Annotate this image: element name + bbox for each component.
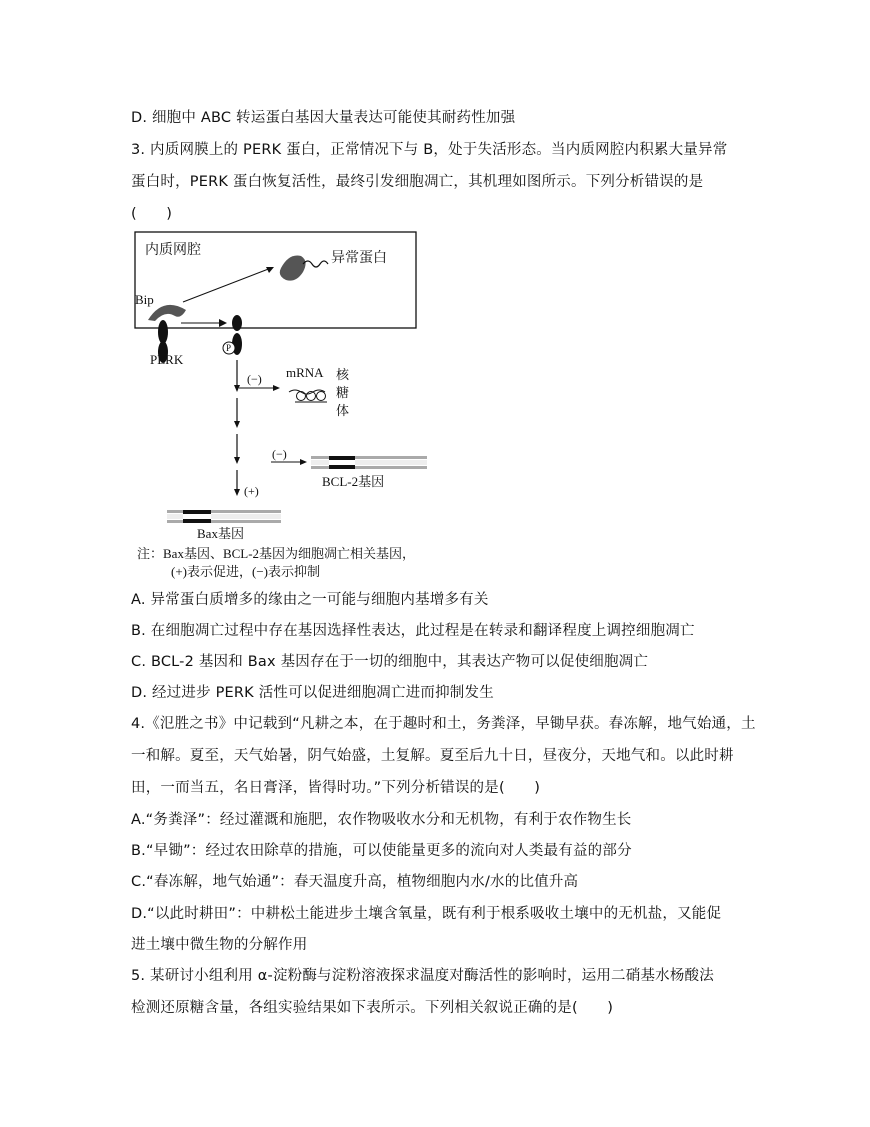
figure-note-line1: 注：Bax基因、BCL-2基因为细胞凋亡相关基因， bbox=[137, 546, 416, 561]
q4-option-b: B.“早锄”：经过农田除草的措施，可以使能量更多的流向对人类最有益的部分 bbox=[131, 843, 632, 859]
ribosome-label-2: 糖 bbox=[336, 386, 350, 401]
mrna-label: mRNA bbox=[286, 365, 324, 380]
arrow-bip-to-protein bbox=[183, 268, 271, 302]
inhibit-label-1: (−) bbox=[247, 372, 262, 386]
arrow-head bbox=[219, 319, 227, 327]
q3-bracket: ( ) bbox=[131, 206, 173, 222]
bip-label: Bip bbox=[135, 292, 154, 307]
perk-label: PERK bbox=[150, 352, 184, 367]
abnormal-protein-tail bbox=[303, 261, 328, 267]
q5-stem-line2: 检测还原糖含量，各组实验结果如下表所示。下列相关叙说正确的是( ) bbox=[131, 1000, 614, 1016]
q3-option-c: C. BCL-2 基因和 Bax 基因存在于一切的细胞中，其表达产物可以促使细胞凋亡 bbox=[131, 654, 649, 670]
perk-pathway-diagram bbox=[131, 228, 431, 586]
q4-option-d-line2: 进土壤中微生物的分解作用 bbox=[131, 937, 308, 953]
q3-stem-line1: 3. 内质网膜上的 PERK 蛋白，正常情况下与 B，处于失活形态。当内质网腔内积累大量异常 bbox=[131, 142, 728, 158]
er-lumen-label: 内质网腔 bbox=[145, 242, 201, 258]
perk-right-upper bbox=[232, 315, 242, 331]
figure-note-line2: (+)表示促进，(−)表示抑制 bbox=[171, 564, 320, 579]
q3-option-d: D. 经过进步 PERK 活性可以促进细胞凋亡进而抑制发生 bbox=[131, 685, 494, 701]
bax-gene-label: Bax基因 bbox=[197, 526, 244, 541]
abnormal-protein-label: 异常蛋白 bbox=[331, 250, 387, 266]
q4-stem-line1: 4.《氾胜之书》中记载到“凡耕之本，在于趣时和土，务粪泽，早锄早获。春冻解，地气始通，土 bbox=[131, 716, 756, 732]
abnormal-protein-blob bbox=[280, 256, 306, 281]
promote-label: (+) bbox=[244, 484, 259, 498]
q4-option-a: A.“务粪泽”：经过灌溉和施肥，农作物吸收水分和无机物，有利于农作物生长 bbox=[131, 812, 632, 828]
q3-option-b: B. 在细胞凋亡过程中存在基因选择性表达，此过程是在转录和翻译程度上调控细胞凋亡 bbox=[131, 623, 695, 639]
ribosome-label-3: 体 bbox=[336, 404, 350, 419]
q2-option-d: D. 细胞中 ABC 转运蛋白基因大量表达可能使其耐药性加强 bbox=[131, 110, 516, 126]
bcl2-gene-label: BCL-2基因 bbox=[322, 474, 385, 489]
q3-option-a: A. 异常蛋白质增多的缘由之一可能与细胞内基增多有关 bbox=[131, 592, 489, 608]
q4-option-d-line1: D.“以此时耕田”：中耕松土能进步土壤含氧量，既有利于根系吸收土壤中的无机盐，又能促 bbox=[131, 906, 722, 922]
perk-left-upper bbox=[158, 320, 168, 344]
q4-stem-line2: 一和解。夏至，天气始暑，阴气始盛，土复解。夏至后九十日，昼夜分，天地气和。以此时耕 bbox=[131, 748, 734, 764]
q5-stem-line1: 5. 某研讨小组利用 α-淀粉酶与淀粉溶液探求温度对酶活性的影响时，运用二硝基水杨酸法 bbox=[131, 968, 714, 984]
phosphate-label: P bbox=[226, 343, 232, 353]
inhibit-label-2: (−) bbox=[272, 447, 287, 461]
diagram-graphics bbox=[131, 228, 431, 586]
q4-stem-line3: 田，一而当五，名日膏泽，皆得时功。”下列分析错误的是( ) bbox=[131, 780, 541, 796]
q3-stem-line2: 蛋白时，PERK 蛋白恢复活性，最终引发细胞凋亡，其机理如图所示。下列分析错误的是 bbox=[131, 174, 704, 190]
q4-option-c: C.“春冻解，地气始通”：春天温度升高，植物细胞内水/水的比值升高 bbox=[131, 874, 579, 890]
ribosome-label-1: 核 bbox=[336, 368, 350, 383]
